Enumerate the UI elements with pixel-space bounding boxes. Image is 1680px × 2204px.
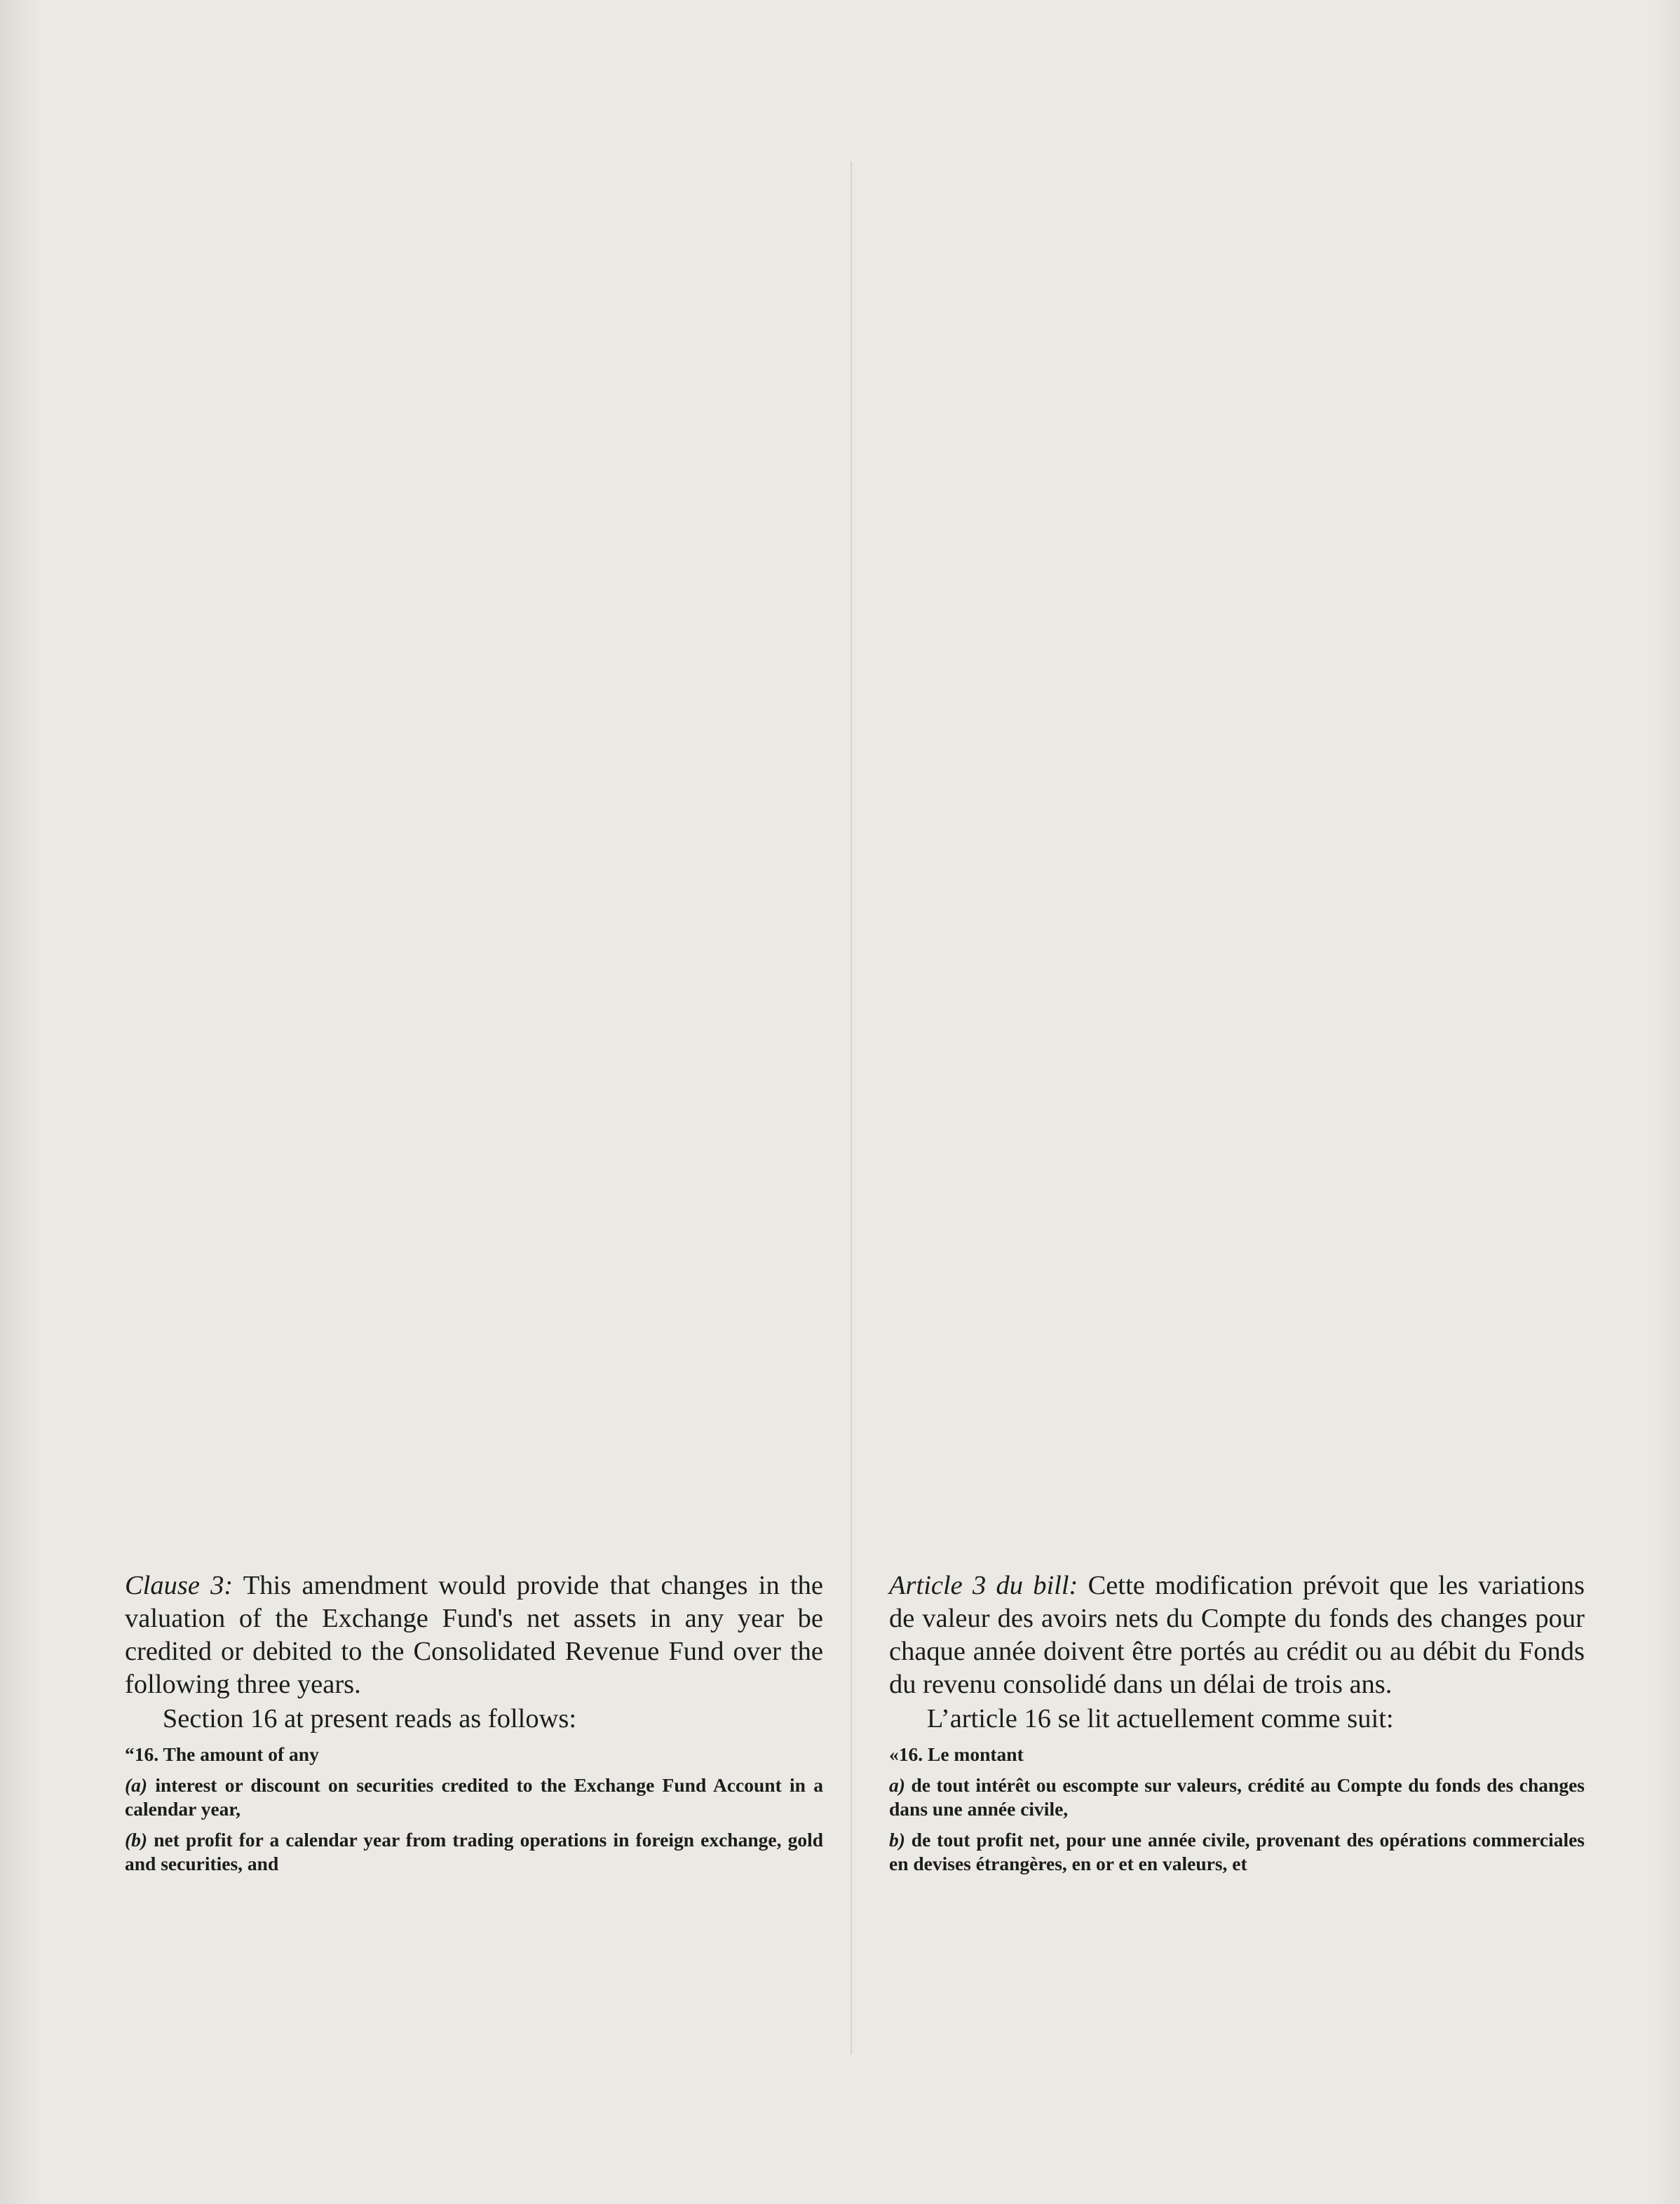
section-reads-line (125, 1703, 823, 1736)
item-marker: b) (889, 1829, 905, 1851)
show-through-column-rule (851, 161, 852, 2055)
english-column (125, 1569, 823, 1883)
item-text: de tout intérêt ou escompte sur valeurs, crédité au Compte du fonds des changes dans une année civile, (889, 1774, 1585, 1820)
article-text: Cette modification prévoit que les variations de valeur des avoirs nets du Compte du fonds des changes pour chaque année doivent être portés au crédit ou au débit du Fonds du revenu consolidé dans un délai de trois ans. (889, 1571, 1585, 1699)
quoted-item-b (125, 1828, 823, 1876)
quoted-article-head: «16. Le montant (889, 1743, 1024, 1765)
quoted-section (125, 1743, 823, 1876)
article-label: Article 3 du bill: (889, 1571, 1078, 1600)
item-marker: (a) (125, 1774, 148, 1796)
quoted-item-b (889, 1828, 1585, 1876)
item-marker: (b) (125, 1829, 148, 1851)
quoted-section-head: “16. The amount of any (125, 1743, 319, 1765)
clause-label: Clause 3: (125, 1571, 233, 1600)
article-explanation (889, 1569, 1585, 1701)
quoted-item-a (125, 1773, 823, 1821)
clause-text: This amendment would provide that changes in the valuation of the Exchange Fund's net assets in any year be credited or debited to the Consolidated Revenue Fund over the following three years. (125, 1571, 823, 1699)
item-text: net profit for a calendar year from trading operations in foreign exchange, gold and securities, and (125, 1829, 823, 1874)
article-reads-text: L’article 16 se lit actuellement comme suit: (926, 1704, 1394, 1733)
section-reads-text: Section 16 at present reads as follows: (162, 1704, 577, 1733)
quoted-item-a (889, 1773, 1585, 1821)
item-marker: a) (889, 1774, 905, 1796)
french-column (889, 1569, 1585, 1883)
clause-explanation (125, 1569, 823, 1701)
item-text: interest or discount on securities credited to the Exchange Fund Account in a calendar year, (125, 1774, 823, 1820)
item-text: de tout profit net, pour une année civile, provenant des opérations commerciales en devises étrangères, en or et en valeurs, et (889, 1829, 1585, 1874)
quoted-article (889, 1743, 1585, 1876)
article-reads-line (889, 1703, 1585, 1736)
